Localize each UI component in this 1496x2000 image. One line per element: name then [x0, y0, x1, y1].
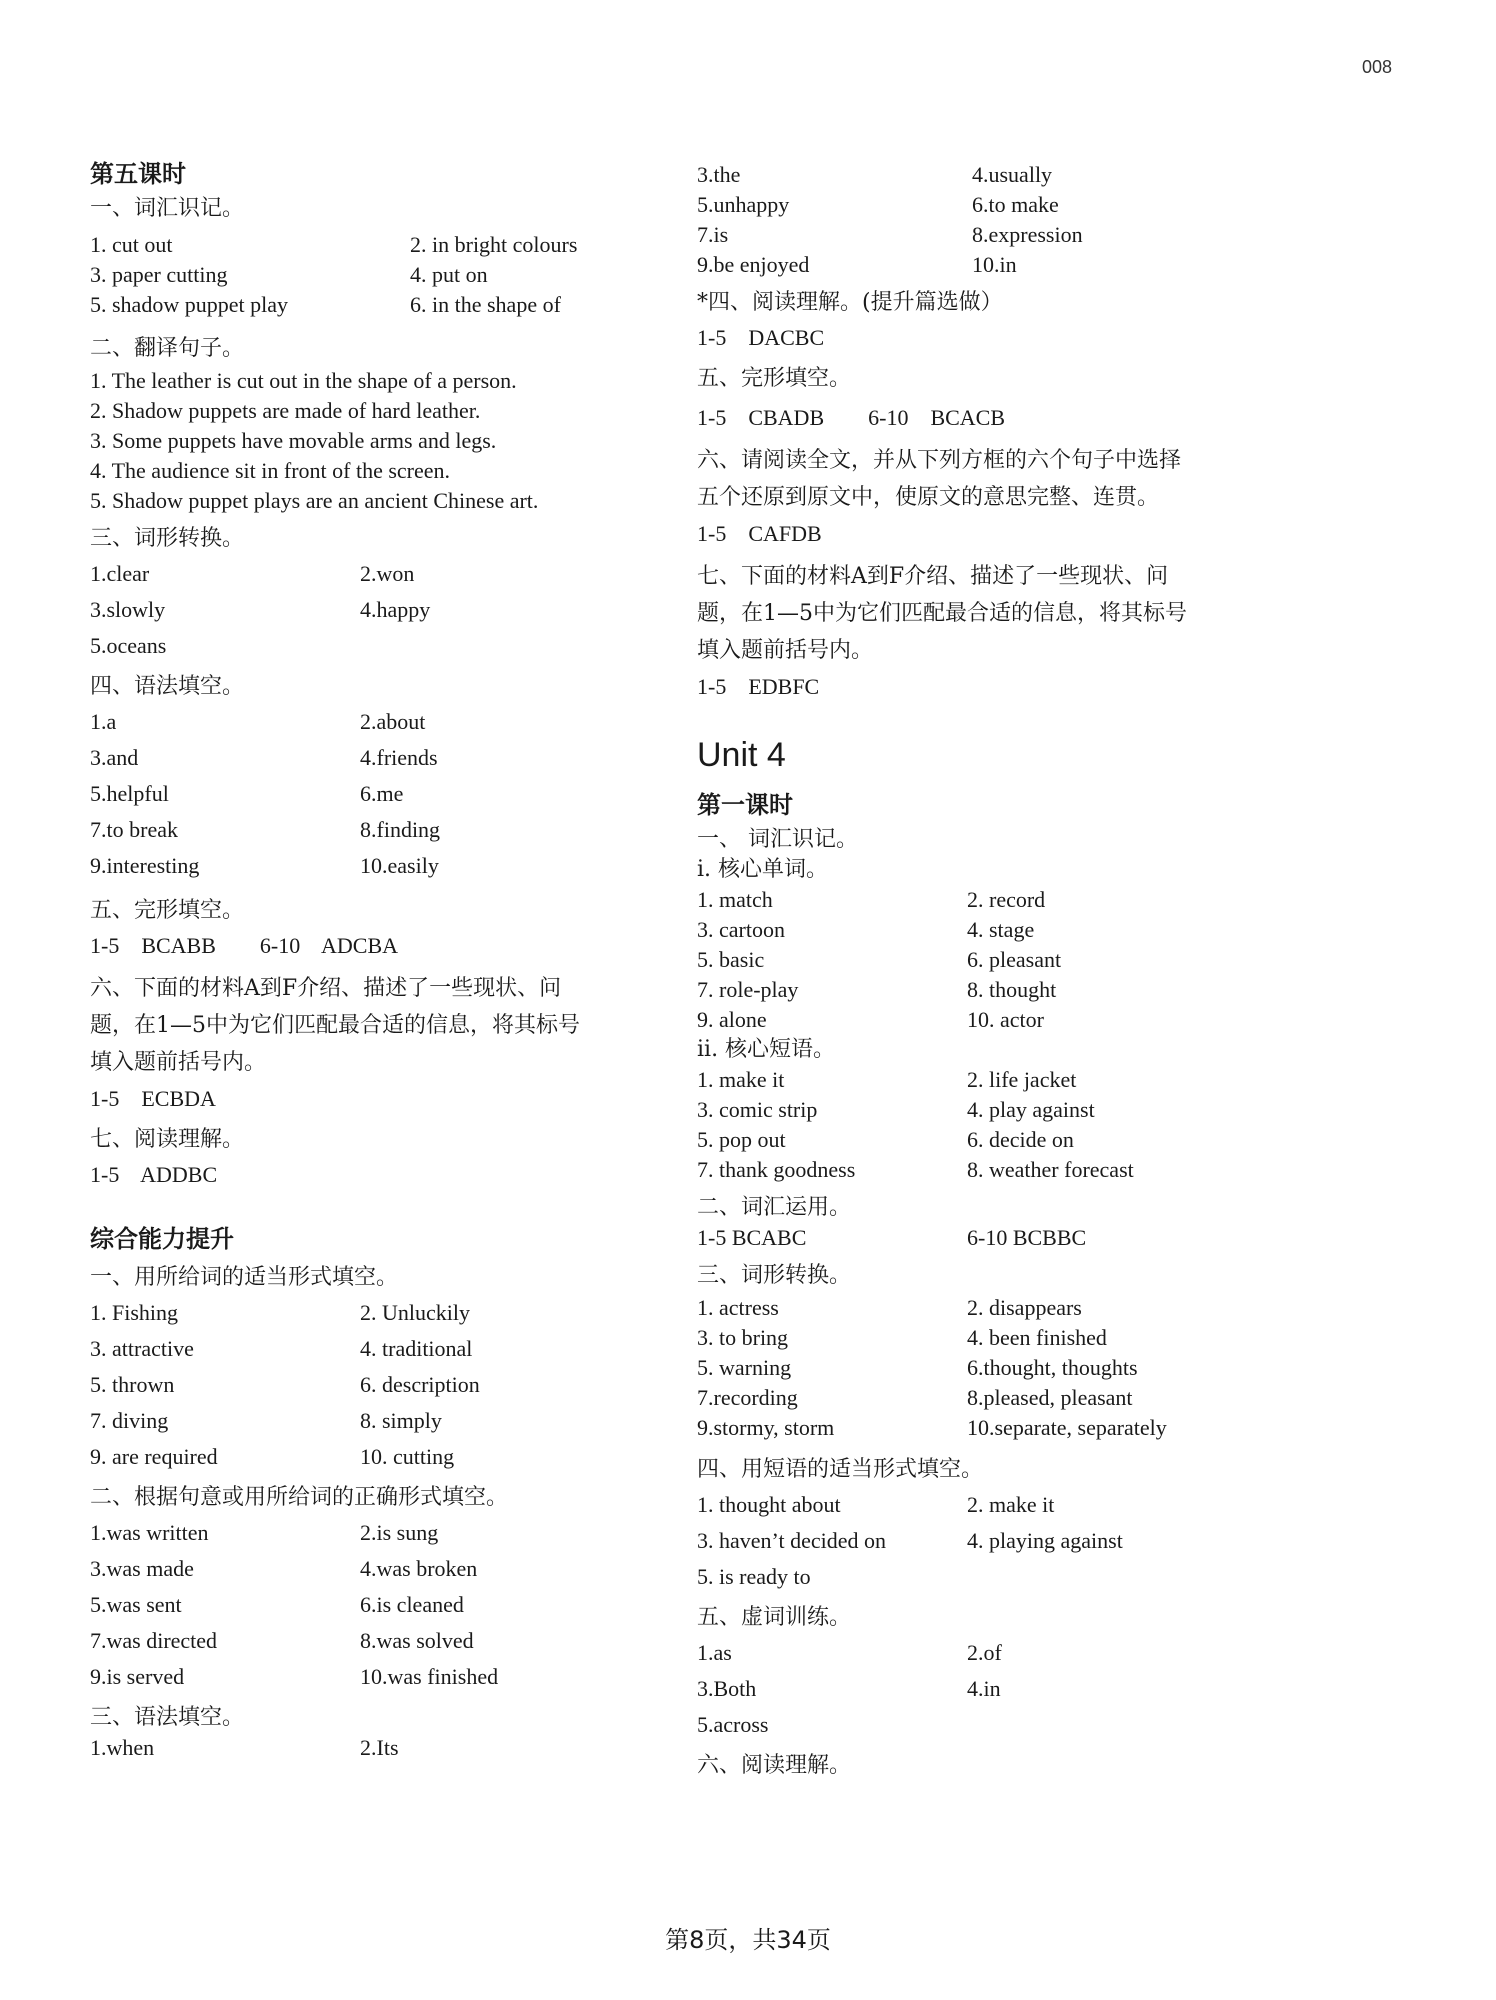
answer-cell: 6. pleasant	[967, 947, 1062, 972]
phrase-fill-heading: 四、用短语的适当形式填空。	[697, 1457, 984, 1482]
answer-cell: 10. cutting	[360, 1444, 455, 1469]
answer-cell: 5.unhappy	[697, 192, 790, 217]
answer-row	[90, 628, 690, 664]
answer-cell: 5.across	[697, 1712, 769, 1737]
wordform-heading: 三、词形转换。	[90, 526, 245, 551]
answer-row	[90, 1551, 690, 1587]
answer-cell: 4.in	[967, 1676, 1001, 1701]
reading-answer: 1-5 ADDBC	[90, 1162, 218, 1187]
core-words	[697, 885, 1317, 1035]
answer-cell: 3.and	[90, 745, 139, 770]
answer-row	[90, 812, 690, 848]
answer-cell: 8.was solved	[360, 1628, 474, 1653]
answer-cell: 7.recording	[697, 1385, 798, 1410]
answer-row	[90, 1403, 690, 1439]
answer-cell: 7.is	[697, 222, 729, 247]
answer-row	[90, 1623, 690, 1659]
answer-cell: 10.in	[972, 252, 1017, 277]
answer-cell: 2. in bright colours	[410, 232, 578, 257]
answer-row	[697, 160, 1317, 190]
answer-cell: 6.is cleaned	[360, 1592, 464, 1617]
answer-cell: 3.Both	[697, 1676, 757, 1701]
answer-row	[90, 556, 690, 592]
left-column	[90, 158, 690, 1760]
translate-heading: 二、翻译句子。	[90, 336, 245, 361]
answer-cell: 8.expression	[972, 222, 1083, 247]
lesson5-title: 第五课时	[90, 160, 186, 188]
answer-row	[90, 1587, 690, 1623]
answer-cell: 4. traditional	[360, 1336, 473, 1361]
answer-cell: 2. disappears	[967, 1295, 1082, 1320]
answer-row	[697, 1487, 1317, 1523]
seven-five-answer: 1-5 CAFDB	[697, 521, 822, 546]
answer-cell: 8. weather forecast	[967, 1157, 1134, 1182]
answer-cell: 2. make it	[967, 1492, 1055, 1517]
right-column	[697, 158, 1317, 1783]
answer-row	[90, 1659, 690, 1695]
fill-form-answers	[90, 1295, 690, 1475]
answer-cell: 1. cut out	[90, 232, 173, 257]
answer-row	[90, 1295, 690, 1331]
answer-cell: 4.friends	[360, 745, 438, 770]
answer-cell: 4. play against	[967, 1097, 1095, 1122]
answer-cell: 1. Fishing	[90, 1300, 179, 1325]
answer-cell: 4. put on	[410, 262, 488, 287]
answer-cell: 5. basic	[697, 947, 765, 972]
r-wordform-answers	[697, 1293, 1317, 1443]
answer-row	[90, 1367, 690, 1403]
text-line: 题，在1—5中为它们匹配最合适的信息，将其标号	[90, 1013, 580, 1038]
answer-row	[90, 290, 690, 320]
function-words-heading: 五、虚词训练。	[697, 1605, 852, 1630]
answer-cell: 5.was sent	[90, 1592, 182, 1617]
answer-cell: 3. haven’t decided on	[697, 1528, 886, 1553]
answer-cell: 7.to break	[90, 817, 178, 842]
answer-cell: 1.clear	[90, 561, 150, 586]
core-phrases	[697, 1065, 1317, 1185]
answer-cell: 2. Unluckily	[360, 1300, 470, 1325]
answer-row	[697, 1559, 1317, 1595]
answer-cell: 4. stage	[967, 917, 1035, 942]
answer-cell: 7. diving	[90, 1408, 169, 1433]
answer-row	[697, 1353, 1317, 1383]
answer-row	[90, 1735, 690, 1760]
answer-cell: 9.interesting	[90, 853, 200, 878]
comprehensive-title: 综合能力提升	[90, 1225, 234, 1253]
answer-cell: 6. description	[360, 1372, 480, 1397]
grammar2-continued	[697, 160, 1317, 280]
r-vocab-heading: 一、 词汇识记。	[697, 827, 858, 852]
cloze-heading: 五、完形填空。	[90, 898, 245, 923]
answer-cell: 6.thought, thoughts	[967, 1355, 1138, 1380]
answer-cell: 2. life jacket	[967, 1067, 1077, 1092]
page-footer: 第8页，共34页	[665, 1926, 831, 1954]
answer-cell: 5. is ready to	[697, 1564, 811, 1589]
answer-cell: 1.when	[90, 1735, 155, 1760]
text-line: 填入题前括号内。	[90, 1050, 267, 1075]
answer-cell: 5.helpful	[90, 781, 169, 806]
answer-cell: 1. match	[697, 887, 773, 912]
answer-cell: 4. been finished	[967, 1325, 1107, 1350]
answer-row	[697, 1125, 1317, 1155]
vocab-use-answers	[697, 1223, 1317, 1253]
answer-cell: 8. thought	[967, 977, 1057, 1002]
answer-cell: 5. shadow puppet play	[90, 292, 288, 317]
answer-cell: 4.was broken	[360, 1556, 478, 1581]
text-line: 六、下面的材料A到F介绍、描述了一些现状、问	[90, 976, 562, 1001]
wordform-answers	[90, 556, 690, 664]
answer-cell: 9.be enjoyed	[697, 252, 810, 277]
grammar-heading: 四、语法填空。	[90, 674, 245, 699]
vocab-use-heading: 二、词汇运用。	[697, 1195, 852, 1220]
answer-row	[697, 1293, 1317, 1323]
answer-cell: 3. to bring	[697, 1325, 789, 1350]
answer-row	[697, 190, 1317, 220]
answer-cell: 9. are required	[90, 1444, 218, 1469]
answer-cell: 7.was directed	[90, 1628, 218, 1653]
sentence-fill-heading: 二、根据句意或用所给词的正确形式填空。	[90, 1485, 509, 1510]
core-phrases-subheading: ii. 核心短语。	[697, 1037, 836, 1062]
text-line: 5. Shadow puppet plays are an ancient Chinese art.	[90, 488, 539, 513]
answer-cell: 9. alone	[697, 1007, 767, 1032]
r-match-heading	[697, 558, 1317, 669]
text-line: 1. The leather is cut out in the shape of a person.	[90, 368, 517, 393]
answer-cell: 6.to make	[972, 192, 1059, 217]
answer-cell: 2.is sung	[360, 1520, 439, 1545]
answer-row	[90, 704, 690, 740]
answer-cell: 2.won	[360, 561, 415, 586]
text-line: 五个还原到原文中，使原文的意思完整、连贯。	[697, 485, 1160, 510]
answer-cell: 10.was finished	[360, 1664, 499, 1689]
answer-cell: 10.separate, separately	[967, 1415, 1167, 1440]
answer-row	[697, 1065, 1317, 1095]
answer-cell: 3. attractive	[90, 1336, 194, 1361]
reading-heading: 七、阅读理解。	[90, 1127, 245, 1152]
text-line: 4. The audience sit in front of the screen.	[90, 458, 451, 483]
reading-opt-heading: *四、阅读理解。(提升篇选做）	[697, 290, 1003, 315]
answer-cell: 5. pop out	[697, 1127, 786, 1152]
answer-cell: 6. in the shape of	[410, 292, 561, 317]
answer-row	[697, 1635, 1317, 1671]
grammar-answers	[90, 704, 690, 884]
vocab-answers	[90, 230, 690, 320]
answer-row	[697, 1223, 1317, 1253]
answer-row	[697, 250, 1317, 280]
answer-cell: 4.happy	[360, 597, 431, 622]
text-line: 2. Shadow puppets are made of hard leather.	[90, 398, 481, 423]
answer-cell: 5.oceans	[90, 633, 167, 658]
grammar2-answers	[90, 1735, 690, 1760]
answer-cell: 7. thank goodness	[697, 1157, 856, 1182]
answer-cell: 3. paper cutting	[90, 262, 228, 287]
answer-cell: 1.a	[90, 709, 117, 734]
page-number: 008	[1362, 57, 1393, 77]
answer-cell: 1. thought about	[697, 1492, 841, 1517]
answer-cell: 8. simply	[360, 1408, 442, 1433]
answer-cell: 8.pleased, pleasant	[967, 1385, 1133, 1410]
answer-row	[90, 740, 690, 776]
match-answer: 1-5 ECBDA	[90, 1086, 216, 1111]
sentence-fill-answers	[90, 1515, 690, 1695]
answer-cell: 6. decide on	[967, 1127, 1074, 1152]
answer-cell: 1-5 BCABC	[697, 1225, 807, 1250]
answer-row	[697, 1707, 1317, 1743]
answer-cell: 4. playing against	[967, 1528, 1123, 1553]
answer-cell: 10.easily	[360, 853, 439, 878]
answer-row	[90, 1439, 690, 1475]
answer-row	[697, 1005, 1317, 1035]
answer-row	[697, 975, 1317, 1005]
answer-row	[697, 220, 1317, 250]
answer-row	[697, 1155, 1317, 1185]
answer-cell: 2.Its	[360, 1735, 399, 1760]
answer-row	[697, 915, 1317, 945]
text-line: 填入题前括号内。	[697, 638, 874, 663]
text-line: 七、下面的材料A到F介绍、描述了一些现状、问	[697, 564, 1169, 589]
answer-row	[90, 592, 690, 628]
answer-row	[90, 1515, 690, 1551]
answer-row	[697, 945, 1317, 975]
function-words-answers	[697, 1635, 1317, 1743]
answer-cell: 3.was made	[90, 1556, 194, 1581]
grammar2-heading: 三、语法填空。	[90, 1705, 245, 1730]
r-cloze-answer: 1-5 CBADB 6-10 BCACB	[697, 405, 1006, 430]
answer-cell: 3.the	[697, 162, 741, 187]
answer-cell: 3.slowly	[90, 597, 166, 622]
answer-row	[697, 1383, 1317, 1413]
r-cloze-heading: 五、完形填空。	[697, 366, 852, 391]
answer-row	[90, 230, 690, 260]
reading-opt-answer: 1-5 DACBC	[697, 325, 825, 350]
answer-cell: 2.of	[967, 1640, 1002, 1665]
answer-row	[90, 260, 690, 290]
answer-cell: 7. role-play	[697, 977, 799, 1002]
answer-row	[90, 1331, 690, 1367]
answer-row	[697, 885, 1317, 915]
r-match-answer: 1-5 EDBFC	[697, 674, 820, 699]
answer-row	[697, 1323, 1317, 1353]
text-line: 题，在1—5中为它们匹配最合适的信息，将其标号	[697, 601, 1187, 626]
answer-cell: 8.finding	[360, 817, 441, 842]
text-line: 3. Some puppets have movable arms and legs.	[90, 428, 497, 453]
answer-row	[697, 1095, 1317, 1125]
translate-answers	[90, 366, 690, 516]
answer-row	[697, 1413, 1317, 1443]
answer-cell: 3. comic strip	[697, 1097, 818, 1122]
answer-row	[697, 1671, 1317, 1707]
answer-cell: 10. actor	[967, 1007, 1044, 1032]
match-heading	[90, 970, 690, 1081]
answer-cell: 6-10 BCBBC	[967, 1225, 1087, 1250]
answer-row	[697, 1523, 1317, 1559]
answer-cell: 2.about	[360, 709, 426, 734]
answer-row	[90, 848, 690, 884]
vocab-heading: 一、词汇识记。	[90, 196, 245, 221]
phrase-fill-answers	[697, 1487, 1317, 1595]
seven-five-heading	[697, 442, 1317, 516]
answer-cell: 6.me	[360, 781, 404, 806]
answer-cell: 1.was written	[90, 1520, 209, 1545]
fill-form-heading: 一、用所给词的适当形式填空。	[90, 1265, 399, 1290]
answer-cell: 1. make it	[697, 1067, 785, 1092]
answer-cell: 9.stormy, storm	[697, 1415, 835, 1440]
answer-cell: 2. record	[967, 887, 1046, 912]
r-reading-heading: 六、阅读理解。	[697, 1753, 852, 1778]
answer-row	[90, 776, 690, 812]
answer-cell: 9.is served	[90, 1664, 185, 1689]
answer-cell: 5. thrown	[90, 1372, 175, 1397]
core-words-subheading: i. 核心单词。	[697, 857, 829, 882]
unit-title: Unit 4	[697, 736, 786, 774]
lesson1-title: 第一课时	[697, 791, 793, 819]
answer-cell: 4.usually	[972, 162, 1053, 187]
text-line: 六、请阅读全文，并从下列方框的六个句子中选择	[697, 448, 1182, 473]
r-wordform-heading: 三、词形转换。	[697, 1263, 852, 1288]
answer-cell: 5. warning	[697, 1355, 792, 1380]
answer-cell: 1.as	[697, 1640, 732, 1665]
cloze-answer: 1-5 BCABB 6-10 ADCBA	[90, 933, 399, 958]
answer-cell: 1. actress	[697, 1295, 779, 1320]
answer-cell: 3. cartoon	[697, 917, 785, 942]
